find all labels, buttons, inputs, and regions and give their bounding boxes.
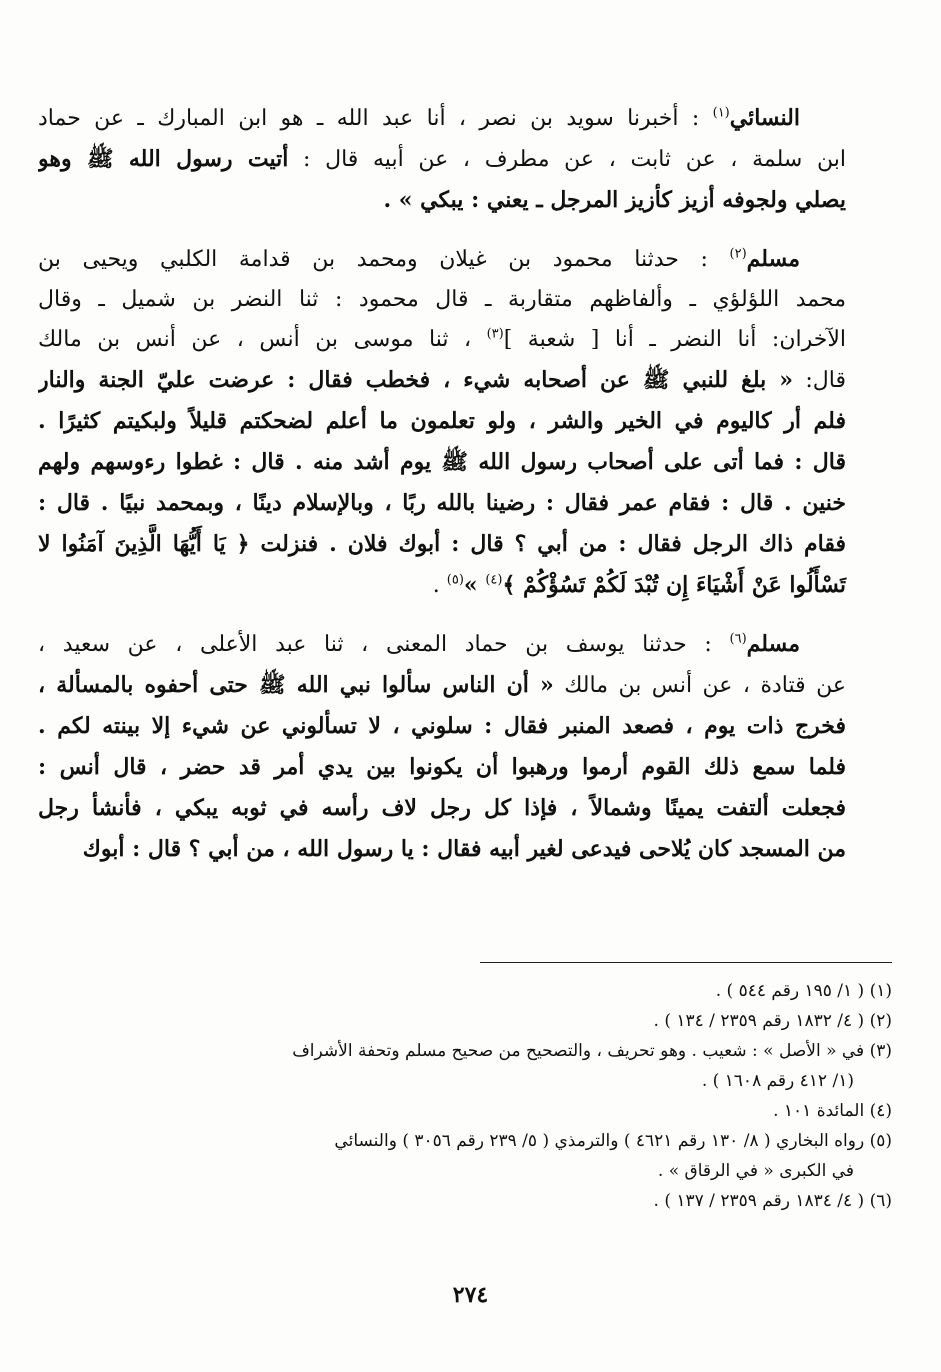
text-segment: ، ثنا موسى بن أنس ، عن أنس بن مالك — [38, 327, 487, 352]
text-line — [38, 401, 892, 442]
text-line — [38, 180, 892, 221]
paragraph — [38, 624, 892, 870]
text-line — [38, 360, 892, 401]
footnote: (١/ ٤١٢ رقم ١٦٠٨ ) . — [701, 1071, 854, 1091]
footnote-divider — [480, 962, 892, 963]
text-segment: فخرج ذات يوم ، فصعد المنبر فقال : سلوني ، لا تسألوني عن شيء إلا بينته لكم . — [38, 713, 846, 739]
text-line — [38, 280, 892, 320]
text-line — [38, 624, 892, 665]
footnote: (١) ( ١/ ١٩٥ رقم ٥٤٤ ) . — [715, 981, 892, 1001]
footnote-ref: (٦) — [729, 631, 747, 647]
footnote-ref: (٤) — [485, 572, 503, 588]
text-segment: فجعلت ألتفت يمينًا وشمالاً ، فإذا كل رجل لاف رأسه في ثوبه يبكي ، فأنشأ رجل — [38, 795, 846, 821]
paragraph — [38, 98, 892, 221]
paragraph — [38, 239, 892, 606]
footnote: (٤) المائدة ١٠١ . — [773, 1101, 892, 1121]
text-segment: مسلم — [746, 246, 800, 272]
text-segment: عن قتادة ، عن أنس بن مالك — [553, 673, 846, 698]
text-segment: « بلغ للنبي ﷺ عن أصحابه شيء ، فخطب فقال : عرضت عليّ الجنة والنار — [38, 367, 794, 393]
text-segment: قال: — [793, 368, 847, 393]
text-line — [38, 320, 892, 360]
text-segment: فلم أر كاليوم في الخير والشر ، ولو تعلمون ما أعلم لضحكتم قليلاً ولبكيتم كثيرًا . — [38, 408, 846, 434]
text-segment: خنين . قال : فقام عمر فقال : رضينا بالله ربًا ، وبالإسلام دينًا ، وبمحمد نبيًا . قال : — [38, 490, 846, 516]
text-segment: فلما سمع ذلك القوم أرموا ورهبوا أن يكونوا بين يدي أمر قد حضر ، قال أنس : — [38, 754, 846, 780]
text-line — [38, 829, 892, 870]
text-line — [38, 98, 892, 139]
text-segment: مسلم — [746, 631, 800, 657]
text-segment: « أن الناس سألوا نبي الله ﷺ حتى أحفوه بالمسألة ، — [38, 672, 554, 698]
text-segment: : حدثنا محمود بن غيلان ومحمد بن قدامة الكلبي ويحيى بن — [38, 247, 730, 272]
text-line — [38, 239, 892, 280]
footnote-ref: (٢) — [729, 246, 747, 262]
page-number: ٢٧٤ — [452, 1282, 489, 1308]
text-segment: . — [432, 573, 447, 598]
text-segment: : حدثنا يوسف بن حماد المعنى ، ثنا عبد الأعلى ، عن سعيد ، — [38, 632, 730, 657]
footnotes — [38, 976, 892, 1216]
text-line — [38, 706, 892, 747]
text-segment: : أخبرنا سويد بن نصر ، أنا عبد الله ـ هو ابن المبارك ـ عن حماد — [38, 106, 713, 131]
text-segment: فقام ذاك الرجل فقال : من أبي ؟ قال : أبوك فلان . فنزلت ﴿ يَا أَيُّهَا الَّذِينَ آمَنُوا لا — [38, 531, 846, 557]
text-segment: من المسجد كان يُلاحى فيدعى لغير أبيه فقال : يا رسول الله ، من أبي ؟ قال : أبوك — [82, 836, 846, 862]
footnote: (٣) في « الأصل » : شعيب . وهو تحريف ، والتصحيح من صحيح مسلم وتحفة الأشراف — [292, 1041, 892, 1061]
text-segment: تَسْأَلُوا عَنْ أَشْيَاءَ إِن تُبْدَ لَكُمْ تَسُؤْكُمْ ﴾ — [502, 572, 846, 598]
text-line — [38, 788, 892, 829]
text-line — [38, 747, 892, 788]
text-segment: ابن سلمة ، عن ثابت ، عن مطرف ، عن أبيه قال : — [288, 147, 846, 172]
text-segment: الآخران: أنا النضر ـ أنا [ شعبة ] — [503, 327, 846, 352]
text-segment: » — [463, 572, 486, 598]
text-line — [38, 442, 892, 483]
footnote-ref: (٣) — [486, 326, 504, 342]
footnote: في الكبرى « في الرقاق » . — [657, 1161, 854, 1181]
footnote-ref: (١) — [712, 105, 730, 121]
main-text — [38, 98, 892, 888]
text-segment: أتيت رسول الله ﷺ وهو — [38, 146, 289, 172]
text-segment: محمد اللؤلؤي ـ وألفاظهم متقاربة ـ قال محمود : ثنا النضر بن شميل ـ وقال — [38, 287, 846, 312]
text-line — [38, 565, 892, 606]
footnote: (٥) رواه البخاري ( ٨/ ١٣٠ رقم ٤٦٢١ ) والترمذي ( ٥/ ٢٣٩ رقم ٣٠٥٦ ) والنسائي — [334, 1131, 892, 1151]
footnote-ref: (٥) — [446, 572, 464, 588]
text-segment: النسائي — [729, 105, 800, 131]
text-segment: قال : فما أتى على أصحاب رسول الله ﷺ يوم أشد منه . قال : غطوا رءوسهم ولهم — [38, 449, 846, 475]
text-line — [38, 665, 892, 706]
text-line — [38, 139, 892, 180]
text-line — [38, 483, 892, 524]
text-segment: يصلي ولجوفه أزيز كأزيز المرجل ـ يعني : يبكي » . — [383, 187, 846, 213]
footnote: (٦) ( ٤/ ١٨٣٤ رقم ٢٣٥٩ / ١٣٧ ) . — [653, 1191, 892, 1211]
footnote: (٢) ( ٤/ ١٨٣٢ رقم ٢٣٥٩ / ١٣٤ ) . — [653, 1011, 892, 1031]
text-line — [38, 524, 892, 565]
